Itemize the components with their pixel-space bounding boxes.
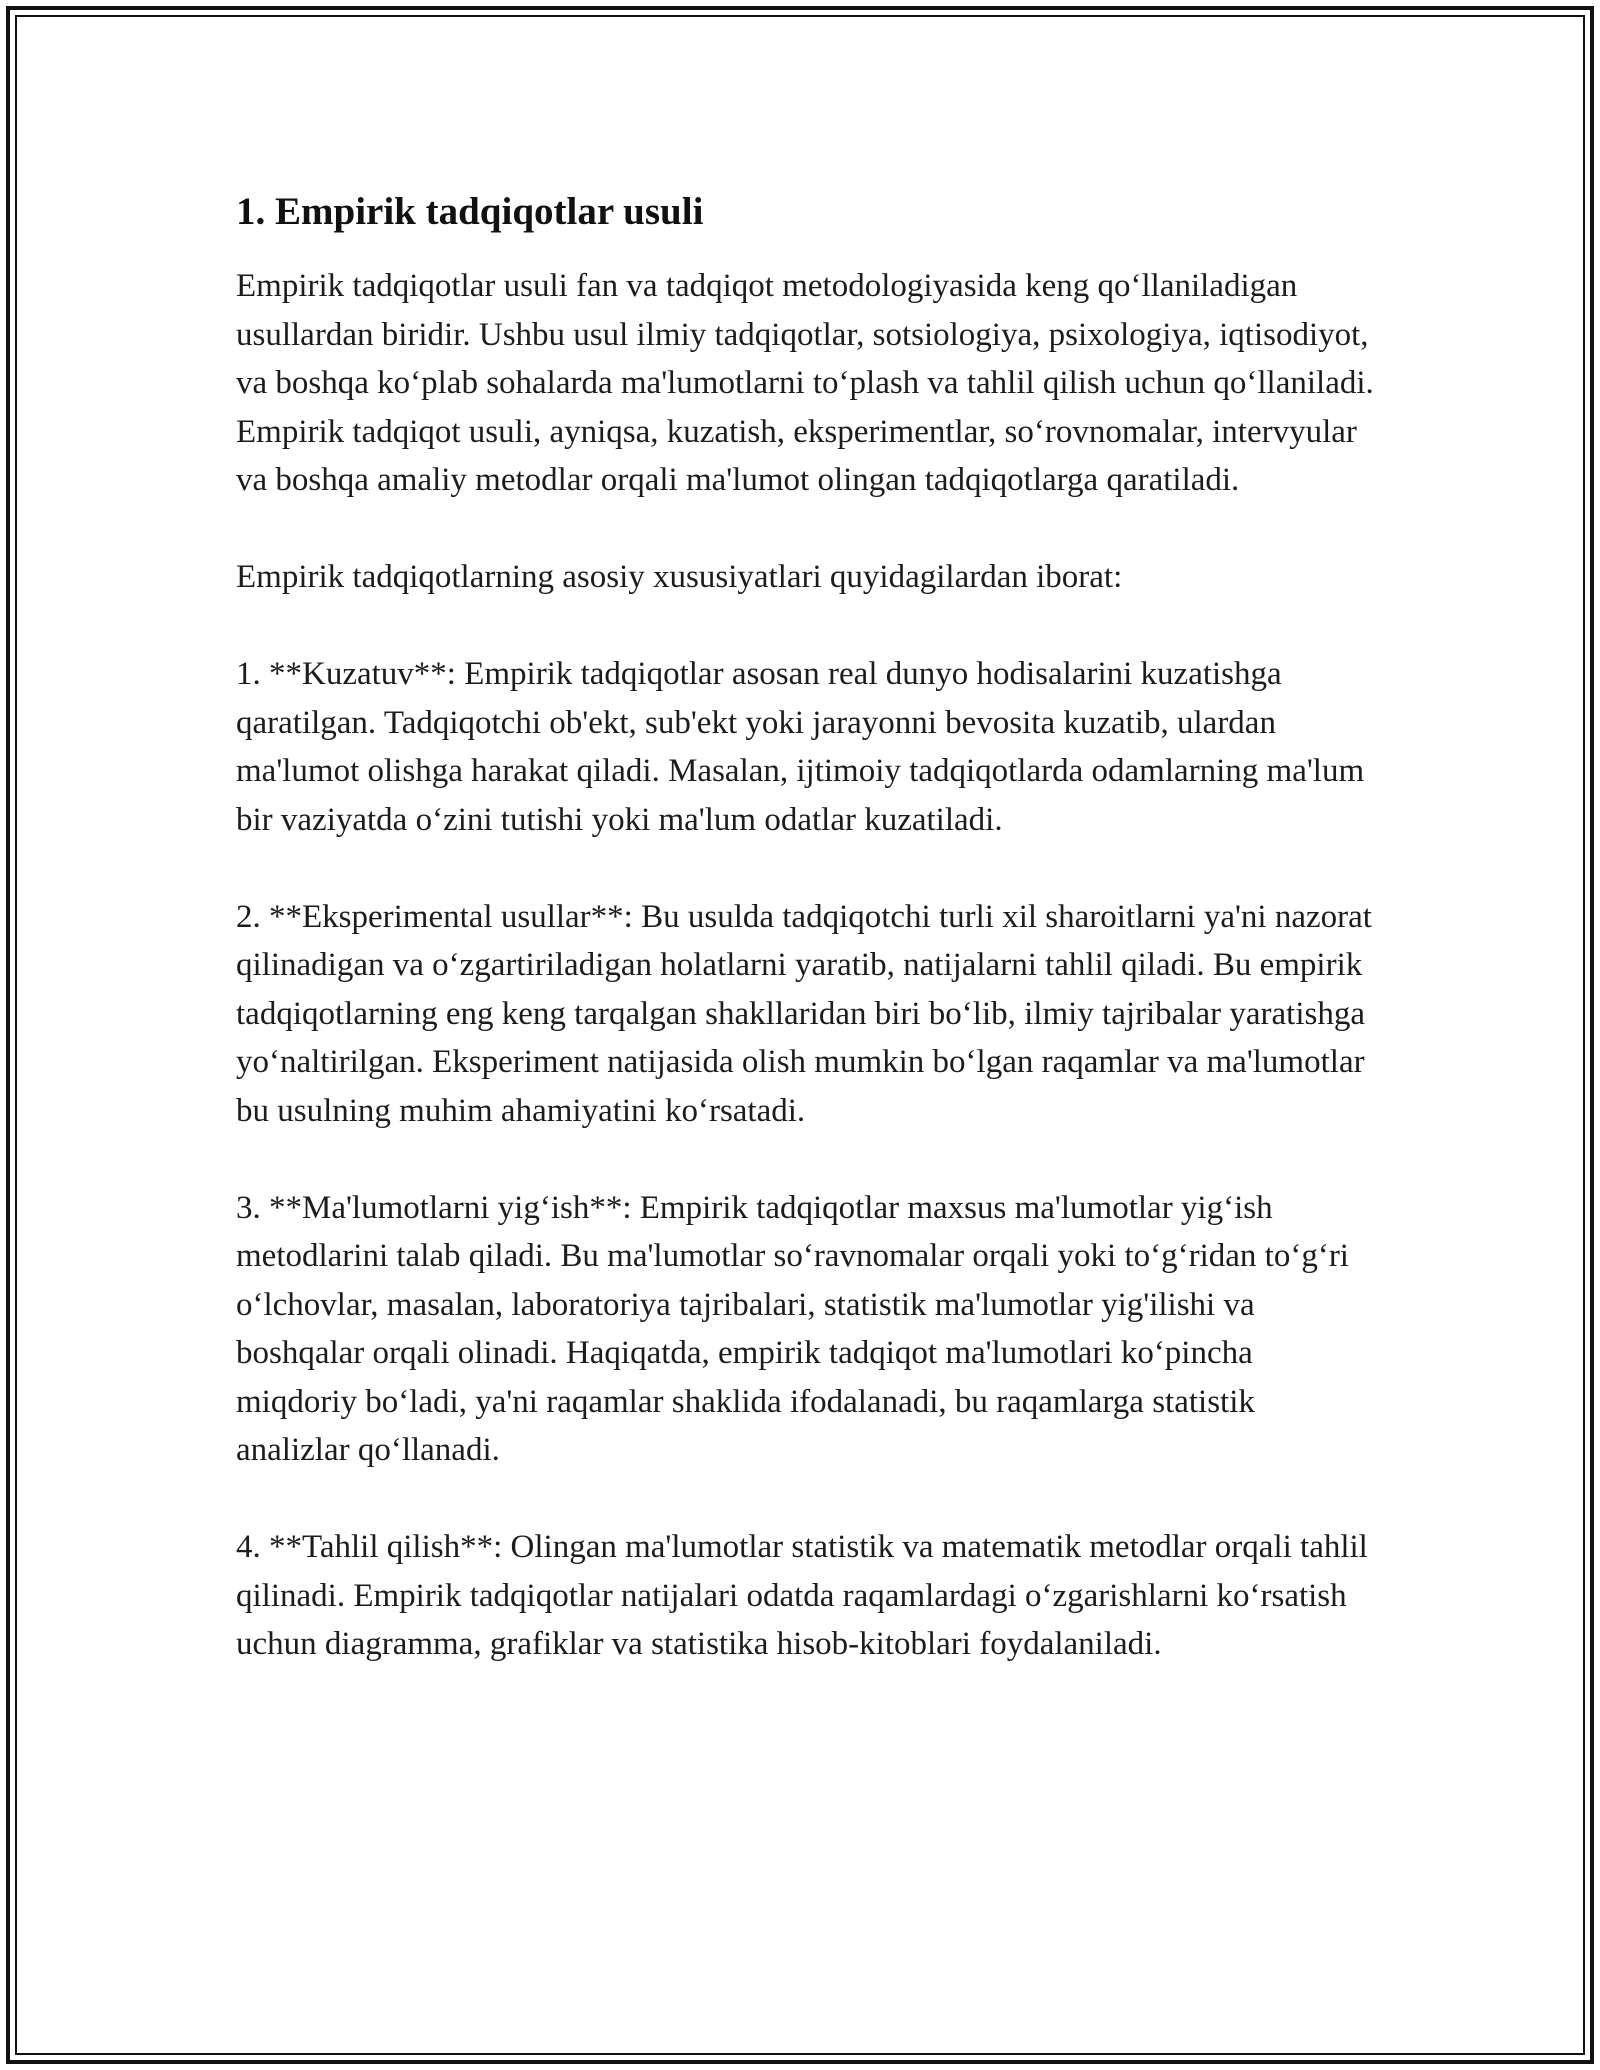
document-body [236, 186, 1376, 1669]
list-item-kuzatuv: 1. **Kuzatuv**: Empirik tadqiqotlar asosan real dunyo hodisalarini kuzatishga qaratilgan. Tadqiqotchi ob'ekt, sub'ekt yoki jarayonni bevosita kuzatib, ulardan ma'lumot olishga harakat qiladi. Masalan, ijtimoiy tadqiqotlarda odamlarning ma'lum bir vaziyatda o‘zini tutishi yoki ma'lum odatlar kuzatiladi. [236, 656, 1365, 838]
intro-paragraph: Empirik tadqiqotlar usuli fan va tadqiqot metodologiyasida keng qo‘llaniladigan usullardan biridir. Ushbu usul ilmiy tadqiqotlar, sotsiologiya, psixologiya, iqtisodiyot, va boshqa ko‘plab sohalarda ma'lumotlarni to‘plash va tahlil qilish uchun qo‘llaniladi. Empirik tadqiqot usuli, ayniqsa, kuzatish, eksperimentlar, so‘rovnomalar, intervyular va boshqa amaliy metodlar orqali ma'lumot olingan tadqiqotlarga qaratiladi. [236, 268, 1374, 498]
list-item-malumotlarni-yigish: 3. **Ma'lumotlarni yig‘ish**: Empirik tadqiqotlar maxsus ma'lumotlar yig‘ish metodlarini talab qiladi. Bu ma'lumotlar so‘ravnomalar orqali yoki to‘g‘ridan to‘g‘ri o‘lchovlar, masalan, laboratoriya tajribalari, statistik ma'lumotlar yig'ilishi va boshqalar orqali olinadi. Haqiqatda, empirik tadqiqot ma'lumotlari ko‘pincha miqdoriy bo‘ladi, ya'ni raqamlar shaklida ifodalanadi, bu raqamlarga statistik analizlar qo‘llanadi. [236, 1189, 1349, 1468]
list-item-tahlil-qilish: 4. **Tahlil qilish**: Olingan ma'lumotlar statistik va matematik metodlar orqali tahlil qilinadi. Empirik tadqiqotlar natijalari odatda raqamlardagi o‘zgarishlarni ko‘rsatish uchun diagramma, grafiklar va statistika hisob-kitoblari foydalaniladi. [236, 1529, 1368, 1662]
section-heading: 1. Empirik tadqiqotlar usuli [236, 190, 704, 233]
list-item-eksperimental-usullar: 2. **Eksperimental usullar**: Bu usulda tadqiqotchi turli xil sharoitlarni ya'ni nazorat qilinadigan va o‘zgartiriladigan holatlarni yaratib, natijalarni tahlil qiladi. Bu empirik tadqiqotlarning eng keng tarqalgan shakllaridan biri bo‘lib, ilmiy tajribalar yaratishga yo‘naltirilgan. Eksperiment natijasida olish mumkin bo‘lgan raqamlar va ma'lumotlar bu usulning muhim ahamiyatini ko‘rsatadi. [236, 898, 1372, 1129]
features-lead-paragraph: Empirik tadqiqotlarning asosiy xususiyatlari quyidagilardan iborat: [236, 559, 1123, 595]
